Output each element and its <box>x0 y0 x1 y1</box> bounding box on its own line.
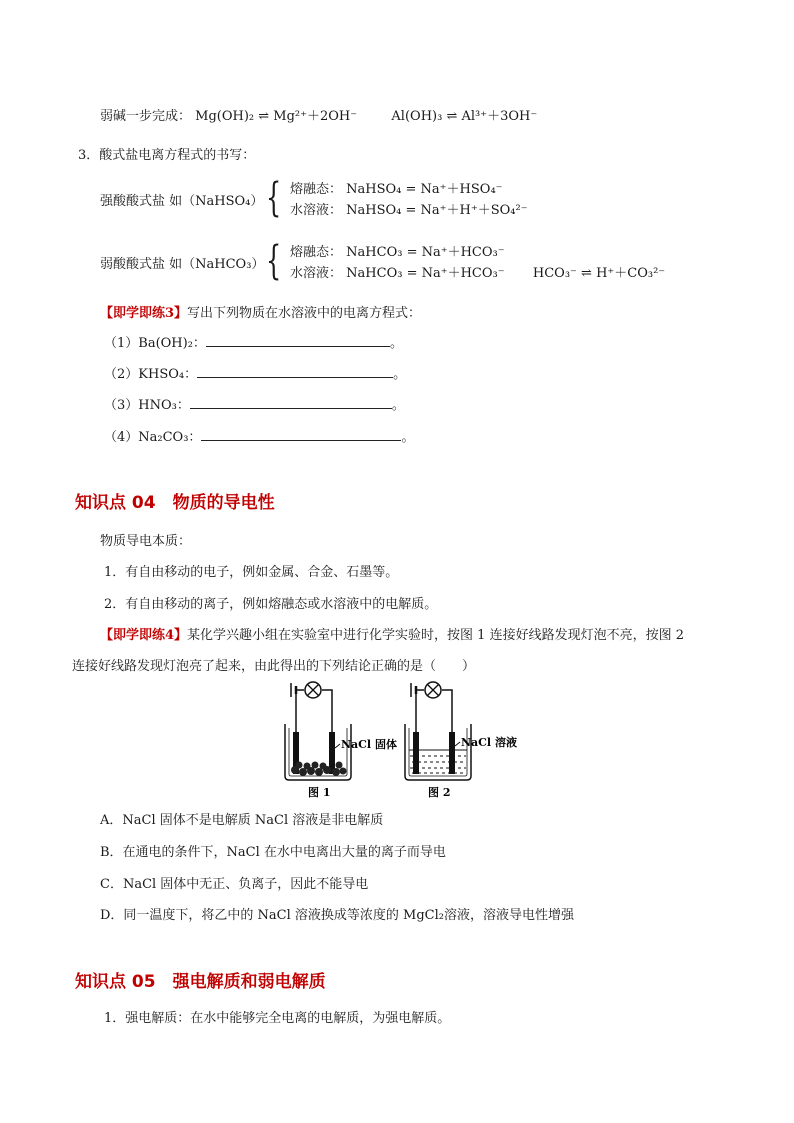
fig1-caption: 图 1 <box>308 786 331 799</box>
fig1-label: NaCl 固体 <box>341 738 397 751</box>
answer-blank[interactable] <box>206 334 390 347</box>
practice3-item-label: （4）Na₂CO₃： <box>104 430 202 445</box>
strong-aq-label: 水溶液： <box>290 203 343 218</box>
option-a[interactable]: A．NaCl 固体不是电解质 NaCl 溶液是非电解质 <box>100 813 384 828</box>
answer-blank[interactable] <box>190 396 392 409</box>
bulb-icon <box>305 682 321 698</box>
practice3-tag: 【即学即练3】 <box>100 306 188 321</box>
acid-salt-heading: 3．酸式盐电离方程式的书写： <box>78 148 256 163</box>
practice3-item-end: 。 <box>389 336 403 351</box>
strong-aq-line <box>290 199 528 218</box>
practice3-prompt: 写出下列物质在水溶液中的电离方程式： <box>187 306 422 321</box>
section04-title: 知识点 04 物质的导电性 <box>75 493 275 513</box>
section04-point: 1．有自由移动的电子，例如金属、合金、石墨等。 <box>104 565 399 580</box>
section04-intro: 物质导电本质： <box>100 534 192 549</box>
experiment-figure <box>280 676 520 801</box>
strong-brace: { <box>266 175 282 221</box>
weak-melt-label: 熔融态： <box>290 245 343 260</box>
weak-base-eq1: Mg(OH)₂ ⇌ Mg²⁺＋2OH⁻ <box>195 109 358 124</box>
weak-acid-salt-label: 弱酸酸式盐 如（NaHCO₃） <box>100 257 265 272</box>
beaker-1 <box>285 682 397 799</box>
strong-melt-label: 熔融态： <box>290 182 343 197</box>
weak-base-label: 弱碱一步完成： <box>100 109 192 124</box>
practice4-line1 <box>100 624 684 643</box>
bulb-icon <box>425 682 441 698</box>
option-c[interactable]: C．NaCl 固体中无正、负离子，因此不能导电 <box>100 877 369 892</box>
strong-melt-eq: NaHSO₄ = Na⁺＋HSO₄⁻ <box>346 182 503 197</box>
practice3-item-label: （3）HNO₃： <box>104 398 190 413</box>
practice4-text1: 某化学兴趣小组在实验室中进行化学实验时，按图 1 连接好线路发现灯泡不亮，按图 2 <box>187 628 684 643</box>
practice3-item-end: 。 <box>401 430 415 445</box>
practice4-line2: 连接好线路发现灯泡亮了起来，由此得出的下列结论正确的是（ ） <box>72 659 476 674</box>
weak-melt-line <box>290 241 505 260</box>
strong-acid-salt-label: 强酸酸式盐 如（NaHSO₄） <box>100 194 264 209</box>
practice3-item-label: （2）KHSO₄： <box>104 367 198 382</box>
section04-point: 2．有自由移动的离子，例如熔融态或水溶液中的电解质。 <box>104 597 438 612</box>
weak-brace: { <box>266 238 282 284</box>
practice3-item <box>104 394 405 413</box>
weak-aq-eq2: HCO₃⁻ ⇌ H⁺＋CO₃²⁻ <box>532 266 666 281</box>
weak-aq-eq: NaHCO₃ = Na⁺＋HCO₃⁻ <box>346 266 505 281</box>
practice3-item-end: 。 <box>393 367 407 382</box>
weak-melt-eq: NaHCO₃ = Na⁺＋HCO₃⁻ <box>346 245 505 260</box>
answer-blank[interactable] <box>197 365 393 378</box>
weak-base-eq2: Al(OH)₃ ⇌ Al³⁺＋3OH⁻ <box>391 109 538 124</box>
section05-point: 1．强电解质：在水中能够完全电离的电解质，为强电解质。 <box>104 1011 451 1026</box>
beaker-2 <box>405 682 517 799</box>
section05-title: 知识点 05 强电解质和弱电解质 <box>75 972 326 992</box>
practice4-tag: 【即学即练4】 <box>100 628 188 643</box>
practice3-item <box>104 363 406 382</box>
answer-blank[interactable] <box>201 428 401 441</box>
weak-base-line <box>100 105 537 124</box>
weak-aq-line <box>290 262 665 281</box>
option-b[interactable]: B．在通电的条件下，NaCl 在水中电离出大量的离子而导电 <box>100 845 446 860</box>
option-d[interactable]: D．同一温度下，将乙中的 NaCl 溶液换成等浓度的 MgCl₂溶液，溶液导电性增强 <box>100 908 574 923</box>
strong-melt-line <box>290 178 503 197</box>
strong-aq-eq: NaHSO₄ = Na⁺＋H⁺＋SO₄²⁻ <box>346 203 528 218</box>
fig2-label: NaCl 溶液 <box>461 736 517 749</box>
practice3-item-label: （1）Ba(OH)₂： <box>104 336 206 351</box>
practice3-item <box>104 332 403 351</box>
practice3-item <box>104 426 414 445</box>
practice3-item-end: 。 <box>391 398 405 413</box>
practice3-prompt-line <box>100 302 421 321</box>
weak-aq-label: 水溶液： <box>290 266 343 281</box>
fig2-caption: 图 2 <box>428 786 451 799</box>
